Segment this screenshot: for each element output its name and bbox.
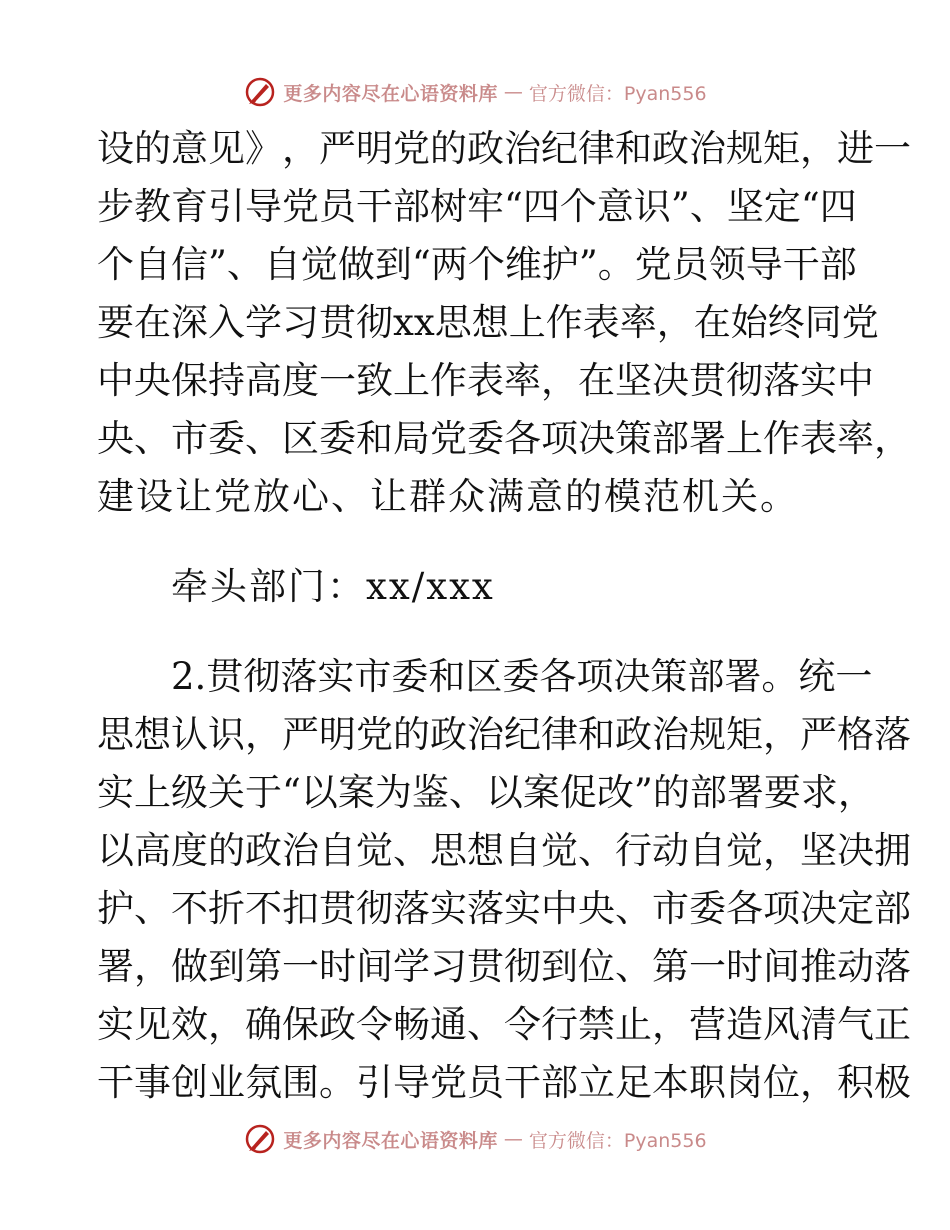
text-line: 设 的 意 见 》 ， 严 明 党 的 政 治 纪 律 和 政 治 规 矩 ， 进 一 [97, 127, 911, 170]
pen-circle-logo-icon [243, 75, 277, 109]
text-line: 中 央 保 持 高 度 一 致 上 作 表 率 ， 在 坚 决 贯 彻 落 实 中 [97, 359, 874, 402]
lead-department: 牵头部门：xx/xxx [171, 565, 495, 608]
text-line: 以 高 度 的 政 治 自 觉 、 思 想 自 觉 、 行 动 自 觉 ， 坚 决 拥 [97, 829, 911, 872]
text-line: 实 见 效 ， 确 保 政 令 畅 通 、 令 行 禁 止 ， 营 造 风 清 气 正 [97, 1003, 911, 1046]
paragraph-1 [97, 120, 911, 526]
pen-circle-logo-icon [243, 1122, 277, 1156]
banner-main-text: 更多内容尽在心语资料库 [283, 82, 498, 105]
banner-account-text: 官方微信：Pyan556 [528, 1129, 707, 1152]
banner-separator: — [503, 81, 523, 103]
paragraph-2 [97, 648, 911, 1112]
text-line: 实 上 级 关 于 “ 以 案 为 鉴 、 以 案 促 改 ” 的 部 署 要 求 ， [97, 771, 875, 814]
text-line: 护 、 不 折 不 扣 贯 彻 落 实 落 实 中 央 、 市 委 各 项 决 定 部 [97, 887, 911, 930]
document-body [97, 120, 911, 1112]
banner-account-text: 官方微信：Pyan556 [528, 82, 707, 105]
banner-separator: — [503, 1128, 523, 1150]
text-line: 建设让党放心、让群众满意的模范机关。 [97, 475, 799, 518]
text-line: 干 事 创 业 氛 围 。 引 导 党 员 干 部 立 足 本 职 岗 位 ， 积 极 [97, 1061, 911, 1104]
text-line: 署 ， 做 到 第 一 时 间 学 习 贯 彻 到 位 、 第 一 时 间 推 动 落 [97, 945, 911, 988]
text-line: 个 自 信 ” 、 自 觉 做 到 “ 两 个 维 护 ” 。 党 员 领 导 干 部 [97, 243, 857, 286]
text-line: 步 教 育 引 导 党 员 干 部 树 牢 “ 四 个 意 识 ” 、 坚 定 “ 四 [97, 185, 857, 228]
footer-banner [0, 1119, 950, 1159]
text-line: 2. 贯 彻 落 实 市 委 和 区 委 各 项 决 策 部 署 。 统 一 [171, 655, 873, 698]
banner-main-text: 更多内容尽在心语资料库 [283, 1129, 498, 1152]
text-line: 要 在 深 入 学 习 贯 彻 xx 思 想 上 作 表 率 ， 在 始 终 同 党 [97, 301, 879, 344]
text-line: 央 、 市 委 、 区 委 和 局 党 委 各 项 决 策 部 署 上 作 表 率 ， [97, 417, 911, 460]
header-banner [0, 72, 950, 112]
text-line: 思 想 认 识 ， 严 明 党 的 政 治 纪 律 和 政 治 规 矩 ， 严 格 落 [97, 713, 911, 756]
